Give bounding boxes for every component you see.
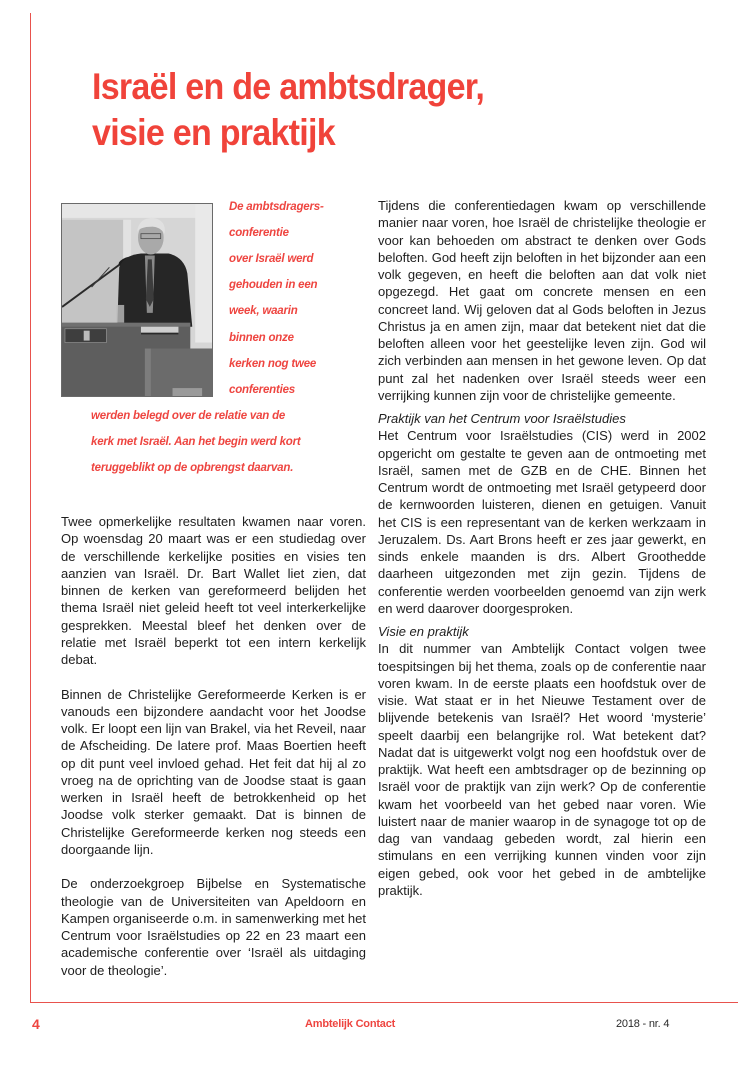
magazine-name: Ambtelijk Contact <box>305 1018 396 1030</box>
paragraph: Twee opmerkelijke resultaten kwamen naar voren. Op woensdag 20 maart was er een studiedag over de verschillende kerkelijke posities en visies ten aanzien van Israël. Dr. Bart Wallet liet zien, dat binnen de kerken van gereformeerd belijden het thema Israël niet geleid heeft tot veel interkerkelijke gesprekken. Meestal bleef het denken over de relatie met Israël beperkt tot een intern kerkelijk debat. <box>61 514 366 667</box>
intro-caption-line: week, waarin <box>229 305 298 317</box>
left-column <box>61 513 366 996</box>
section-body: In dit nummer van Ambtelijk Contact volgen twee toespitsingen bij het thema, zoals op de conferentie naar voren kwam. In de eerste plaats een hoofdstuk over de visie. Wat staat er in het Nieuwe Testament over de blijvende betekenis van Israël? Het woord ‘mysterie’ speelt daarbij een belangrijke rol. Wat betekent dat? Nadat dat is uitgewerkt volgt nog een hoofdstuk over de praktijk. Wat heeft een ambtsdrager op de bezinning op Israël voor de praktijk van zijn werk? Op de conferentie kwam het voorbeeld van het gebed naar voren. Wie luistert naar de manier waarop in de synagoge tot op de dag van vandaag gebeden wordt, zal hierin een stimulans en een verrijking kunnen vinden voor zijn eigen gebed, ook voor het gebed in de ambtelijke praktijk. <box>378 641 706 898</box>
section-body: Het Centrum voor Israëlstudies (CIS) werd in 2002 opgericht om gestalte te geven aan de ontmoeting met Israël, samen met de GZB en de CHE. Binnen het Centrum wordt de ontmoeting met Israël getypeerd door de kernwoorden luisteren, dienen en getuigen. Vanuit het CIS is een representant van de kerken werkzaam in Jeruzalem. Ds. Aart Brons heeft er zes jaar gewerkt, en sinds enkele maanden is drs. Albert Groothedde daarheen uitgezonden met zijn gezin. Tijdens de conferentie werden voorbeelden genoemd van zijn werk en werd daarover doorgesproken. <box>378 428 706 616</box>
article-title-line-1: Israël en de ambtsdrager, <box>92 66 485 107</box>
speaker-photo <box>61 203 213 397</box>
section-heading: Praktijk van het Centrum voor Israëlstudies <box>378 411 626 426</box>
intro-caption-line: De ambtsdragers- <box>229 201 324 213</box>
issue-number: 2018 - nr. 4 <box>616 1018 670 1030</box>
article-title-line-2: visie en praktijk <box>92 112 335 153</box>
intro-caption-line: kerken nog twee <box>229 358 317 370</box>
section-heading: Visie en praktijk <box>378 624 469 639</box>
paragraph: Tijdens die conferentiedagen kwam op verschillende manier naar voren, hoe Israël de christelijke theologie er voor kan behoeden om abstract te denken over Gods beloften. God heeft zijn beloften in het bijzonder aan een volk gegeven, en heeft die beloften aan dat volk niet opgezegd. Het gaat om concrete mensen en een concreet land. Wij geloven dat al Gods beloften in Jezus Christus ja en amen zijn, maar dat betekent niet dat die beloften alleen voor het geestelijke leven zijn. God wil zich verbinden aan mensen in het gewone leven. Op dat punt zal het nadenken over Israël steeds weer een verrijking kunnen zijn voor de christelijke gemeente. <box>378 198 706 403</box>
page-number: 4 <box>32 1016 40 1032</box>
paragraph: De onderzoekgroep Bijbelse en Systematische theologie van de Universiteiten van Apeldoorn en Kampen organiseerde o.m. in samenwerking met het Centrum voor Israëlstudies op 22 en 23 maart een academische conferentie over ‘Israël als uitdaging voor de theologie’. <box>61 876 366 978</box>
section-praktijk <box>378 410 706 617</box>
article-title <box>92 64 662 156</box>
paragraph: Binnen de Christelijke Gereformeerde Kerken is er vanouds een bijzondere aandacht voor het Joodse volk. Er loopt een lijn van Brakel, via het Reveil, naar de Afscheiding. De latere prof. Maas Boertien heeft op dit punt veel invloed gehad. Het feit dat hij al zo vroeg na de oprichting van de Joodse staat is gaan werken in Israël heeft de betrokkenheid op het Joodse volk sterker gemaakt. Dat is binnen de Christelijke Gereformeerde kerken nog steeds een doorgaande lijn. <box>61 686 366 857</box>
right-column <box>378 197 706 916</box>
intro-caption-line: werden belegd over de relatie van de <box>91 410 286 422</box>
intro-caption-line: gehouden in een <box>229 279 318 291</box>
intro-caption-line: conferentie <box>229 227 289 239</box>
intro-caption-line: kerk met Israël. Aan het begin werd kort <box>91 436 301 448</box>
section-visie <box>378 623 706 899</box>
intro-caption-line: teruggeblikt op de opbrengst daarvan. <box>91 462 294 474</box>
intro-caption-line: conferenties <box>229 384 295 396</box>
intro-caption-line: binnen onze <box>229 332 294 344</box>
speaker-photo-illustration <box>62 204 212 396</box>
footer-rule-horizontal <box>30 1002 738 1003</box>
intro-caption-line: over Israël werd <box>229 253 314 265</box>
margin-rule-vertical <box>30 13 31 1003</box>
